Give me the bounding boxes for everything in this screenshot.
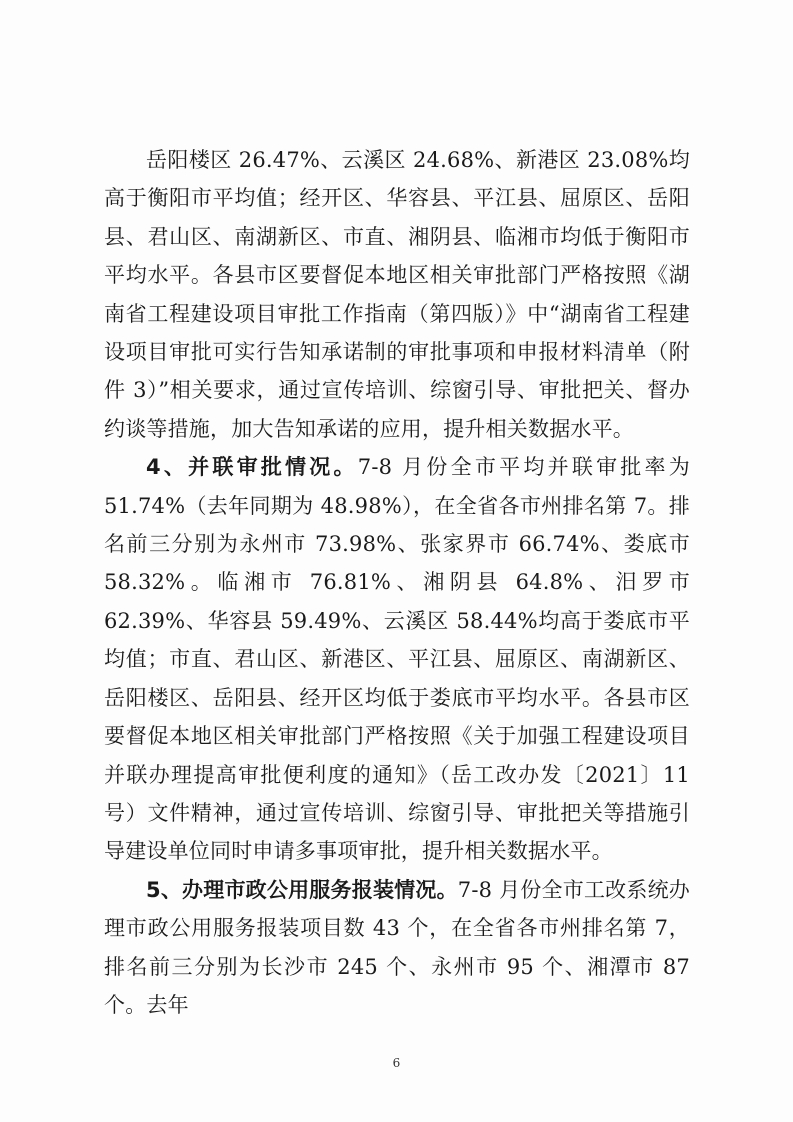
paragraph-text: 7-8 月份全市平均并联审批率为 51.74%（去年同期为 48.98%），在全省各市州排名第 7。排名前三分别为永州市 73.98%、张家界市 66.74%、娄底市 58.32%。临湘市 76.81%、湘阴县 64.8%、汨罗市 62.39%、华容县 59.49%、云溪区 58.44%均高于娄底市平均值；市直、君山区、新港区、平江县、屈原区、南湖新区、岳阳楼区、岳阳县、经开区均低于娄底市平均水平。各县市区要督促本地区相关审批部门严格按照《关于加强工程建设项目并联办理提高审批便利度的通知》（岳工改办发〔2021〕11 号）文件精神，通过宣传培训、综窗引导、审批把关等措施引导建设单位同时申请多事项审批，提升相关数据水平。	[104, 455, 690, 864]
paragraph-text: 7-8 月份全市工改系统办理市政公用服务报装项目数 43 个，在全省各市州排名第 7，排名前三分别为长沙市 245 个、永州市 95 个、湘潭市 87 个。去年	[104, 877, 690, 1017]
page-number: 6	[392, 1056, 401, 1070]
body-text	[104, 141, 690, 1024]
paragraph-municipal-services	[104, 871, 690, 1025]
section-heading: 5、办理市政公用服务报装情况。	[146, 877, 458, 902]
paragraph-parallel-approval	[104, 448, 690, 870]
section-heading: 4、并联审批情况。	[146, 455, 358, 480]
paragraph-text: 岳阳楼区 26.47%、云溪区 24.68%、新港区 23.08%均高于衡阳市平均值；经开区、华容县、平江县、屈原区、岳阳县、君山区、南湖新区、市直、湘阴县、临湘市均低于衡阳市平均水平。各县市区要督促本地区相关审批部门严格按照《湖南省工程建设项目审批工作指南（第四版）》中“湖南省工程建设项目审批可实行告知承诺制的审批事项和申报材料清单（附件 3）”相关要求，通过宣传培训、综窗引导、审批把关、督办约谈等措施，加大告知承诺的应用，提升相关数据水平。	[104, 148, 690, 441]
paragraph-continued	[104, 141, 690, 448]
